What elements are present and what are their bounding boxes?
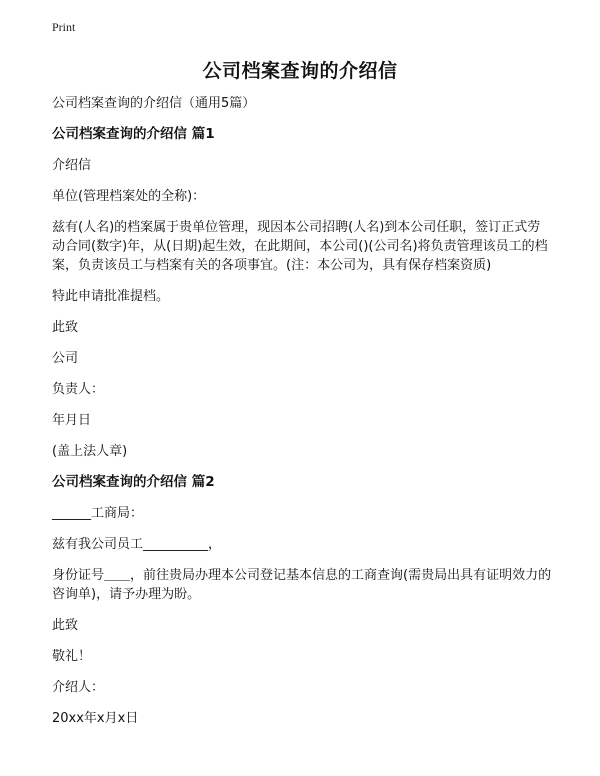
section-2-paragraph: 20xx年x月x日 (52, 711, 139, 726)
section-1-paragraph: 单位(管理档案处的全称)： (52, 189, 206, 204)
section-1-paragraph: 年月日 (52, 413, 92, 428)
page-title: 公司档案查询的介绍信 (202, 60, 398, 82)
section-1-paragraph: 特此申请批准提档。 (52, 289, 170, 304)
section-1-paragraph: 负责人： (52, 382, 105, 397)
section-1-paragraph: 公司 (52, 351, 79, 366)
section-2-paragraph: 介绍人： (52, 680, 105, 695)
section-1-heading: 公司档案查询的介绍信 篇1 (52, 126, 215, 142)
section-2-paragraph: 兹有我公司员工__________， (52, 537, 222, 552)
section-2-paragraph: ______工商局： (52, 506, 144, 521)
section-1-paragraph: 此致 (52, 320, 79, 335)
document-subtitle: 公司档案查询的介绍信（通用5篇） (52, 96, 256, 111)
section-1-paragraph: 兹有(人名)的档案属于贵单位管理，现因本公司招聘(人名)到本公司任职，签订正式劳动合同(数字)年，从(日期)起生效，在此期间，本公司()(公司名)将负责管理该员工的档案，负责该员工与档案有关的各项事宜。(注：本公司为，具有保存档案资质) (52, 220, 548, 273)
section-2-heading: 公司档案查询的介绍信 篇2 (52, 474, 215, 490)
document-body (52, 94, 552, 740)
section-2-paragraph: 此致 (52, 618, 79, 633)
section-1-paragraph: 介绍信 (52, 158, 92, 173)
print-label: Print (52, 20, 76, 34)
section-2-paragraph: 敬礼！ (52, 649, 92, 664)
section-2-paragraph: 身份证号＿＿，前往贵局办理本公司登记基本信息的工商查询(需贵局出具有证明效力的咨询单)，请予办理为盼。 (52, 568, 552, 602)
section-1-paragraph: (盖上法人章) (52, 444, 128, 459)
